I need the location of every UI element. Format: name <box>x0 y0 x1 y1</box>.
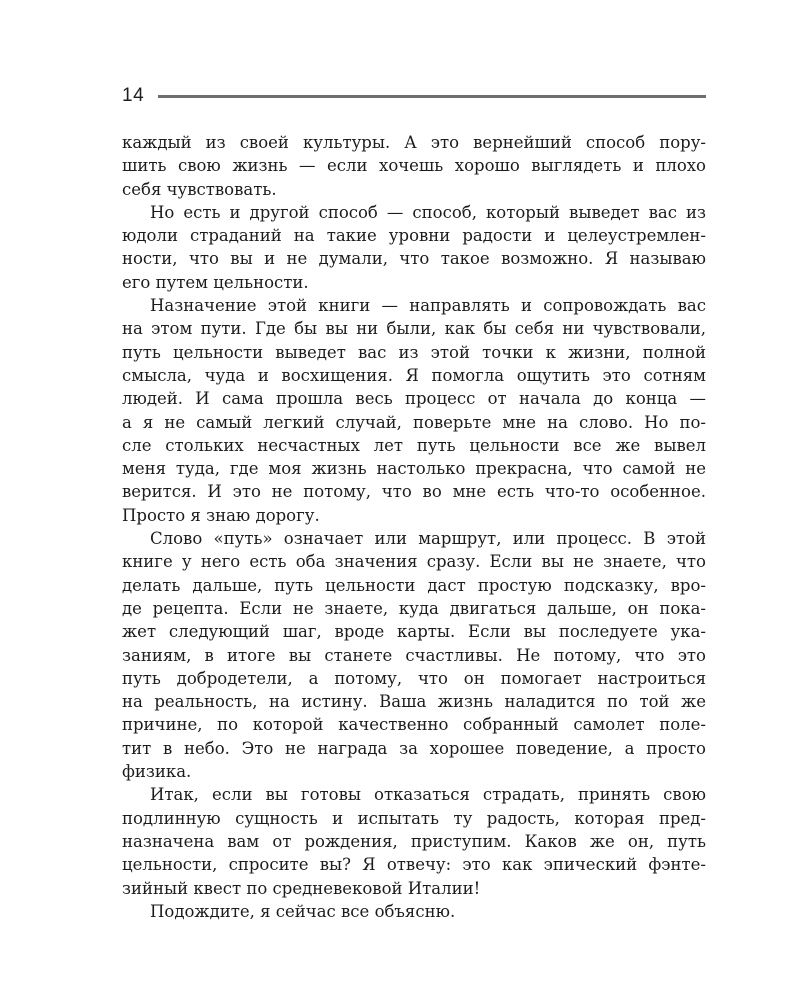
text-line: путь добродетели, а потому, что он помогает настроиться <box>122 668 706 688</box>
text-line: смысла, чуда и восхищения. Я помогла ощутить это сотням <box>122 365 706 385</box>
header-rule <box>158 95 706 98</box>
text-line: его путем цельности. <box>122 272 309 292</box>
text-line: меня туда, где моя жизнь настолько прекрасна, что самой не <box>122 459 706 479</box>
text-line: путь цельности выведет вас из этой точки к жизни, полной <box>122 342 706 362</box>
text-line: ности, что вы и не думали, что такое возможно. Я называю <box>122 249 706 269</box>
text-line: верится. И это не потому, что во мне есть что-то особенное. <box>122 482 706 502</box>
text-line: Слово «путь» означает или маршрут, или процесс. В этой <box>150 529 706 549</box>
text-line: заниям, в итоге вы станете счастливы. Не потому, что это <box>122 645 706 665</box>
text-line: людей. И сама прошла весь процесс от начала до конца — <box>122 389 706 409</box>
text-line: подлинную сущность и испытать ту радость, которая пред- <box>122 808 706 828</box>
text-line: тит в небо. Это не награда за хорошее поведение, а просто <box>122 738 706 758</box>
text-line: цельности, спросите вы? Я отвечу: это как эпический фэнте- <box>122 855 706 875</box>
text-line: на реальность, на истину. Ваша жизнь наладится по той же <box>122 692 706 712</box>
text-line: назначена вам от рождения, приступим. Каков же он, путь <box>122 831 706 851</box>
text-line: физика. <box>122 762 192 782</box>
text-line: жет следующий шаг, вроде карты. Если вы последуете ука- <box>122 622 706 642</box>
text-line: Итак, если вы готовы отказаться страдать, принять свою <box>150 785 706 805</box>
text-line: на этом пути. Где бы вы ни были, как бы себя ни чувствовали, <box>122 319 706 339</box>
text-line: книге у него есть оба значения сразу. Если вы не знаете, что <box>122 552 706 572</box>
text-line: шить свою жизнь — если хочешь хорошо выглядеть и плохо <box>122 156 706 176</box>
text-line: юдоли страданий на такие уровни радости и целеустремлен- <box>122 226 706 246</box>
body-text <box>122 131 706 923</box>
text-line: сле стольких несчастных лет путь цельности все же вывел <box>122 435 706 455</box>
text-line: каждый из своей культуры. А это вернейший способ пору- <box>122 133 706 152</box>
page-header <box>122 84 706 108</box>
text-line: Подождите, я сейчас все объясню. <box>150 901 456 921</box>
text-line: де рецепта. Если не знаете, куда двигаться дальше, он пока- <box>122 598 706 618</box>
text-line: Просто я знаю дорогу. <box>122 505 320 525</box>
text-line: Но есть и другой способ — способ, который выведет вас из <box>150 202 706 222</box>
text-line: причине, по которой качественно собранный самолет поле- <box>122 715 706 735</box>
text-line: Назначение этой книги — направлять и сопровождать вас <box>150 296 706 316</box>
text-line: а я не самый легкий случай, поверьте мне на слово. Но по- <box>122 412 706 432</box>
page-number: 14 <box>122 85 145 106</box>
text-line: делать дальше, путь цельности даст простую подсказку, вро- <box>122 575 706 595</box>
text-line: себя чувствовать. <box>122 179 277 199</box>
text-line: зийный квест по средневековой Италии! <box>122 878 481 898</box>
